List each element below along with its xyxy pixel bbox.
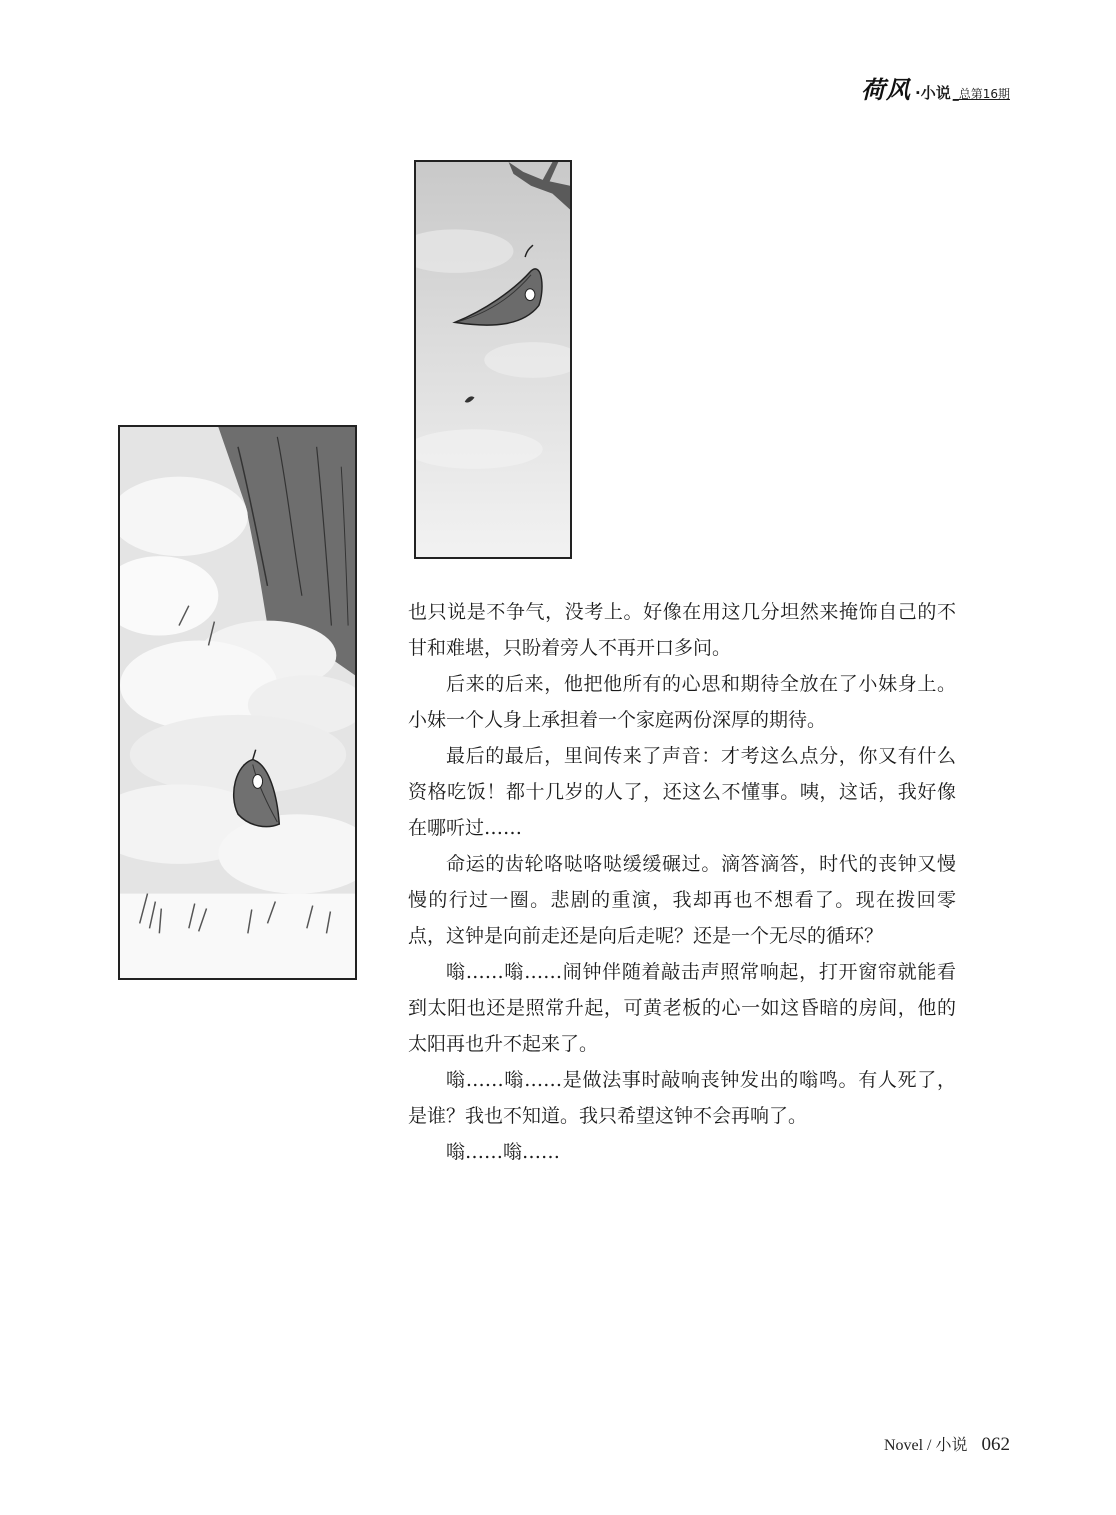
section-label: ·小说 — [915, 84, 951, 102]
falling-leaf-illustration — [414, 160, 572, 559]
running-header — [861, 70, 1010, 105]
tree-grass-drawing — [120, 427, 355, 978]
paragraph: 嗡……嗡……是做法事时敲响丧钟发出的嗡鸣。有人死了，是谁？我也不知道。我只希望这钟不会再响了。 — [408, 1069, 956, 1127]
footer-section-label: Novel / 小说 — [883, 1437, 968, 1454]
paragraph: 命运的齿轮咯哒咯哒缓缓碾过。滴答滴答，时代的丧钟又慢慢的行过一圈。悲剧的重演，我却再也不想看了。现在拨回零点，这钟是向前走还是向后走呢？还是一个无尽的循环？ — [408, 853, 956, 947]
paragraph: 最后的最后，里间传来了声音：才考这么点分，你又有什么资格吃饭！都十几岁的人了，还这么不懂事。咦，这话，我好像在哪听过…… — [408, 745, 956, 839]
page-number: 062 — [981, 1434, 1010, 1455]
paragraph: 也只说是不争气，没考上。好像在用这几分坦然来掩饰自己的不甘和难堪，只盼着旁人不再开口多问。 — [408, 601, 956, 659]
article-body — [408, 594, 956, 1170]
paragraph: 后来的后来，他把他所有的心思和期待全放在了小妹身上。小妹一个人身上承担着一个家庭两份深厚的期待。 — [408, 673, 956, 731]
issue-number: _总第16期 — [952, 87, 1010, 101]
paragraph: 嗡……嗡……闹钟伴随着敲击声照常响起，打开窗帘就能看到太阳也还是照常升起，可黄老板的心一如这昏暗的房间，他的太阳再也升不起来了。 — [408, 961, 956, 1055]
page-footer — [884, 1432, 1010, 1456]
sky-leaf-drawing — [416, 162, 570, 557]
magazine-logo: 荷风 — [861, 75, 912, 104]
paragraph: 嗡……嗡…… — [446, 1141, 561, 1163]
leaf-on-grass-illustration — [118, 425, 357, 980]
